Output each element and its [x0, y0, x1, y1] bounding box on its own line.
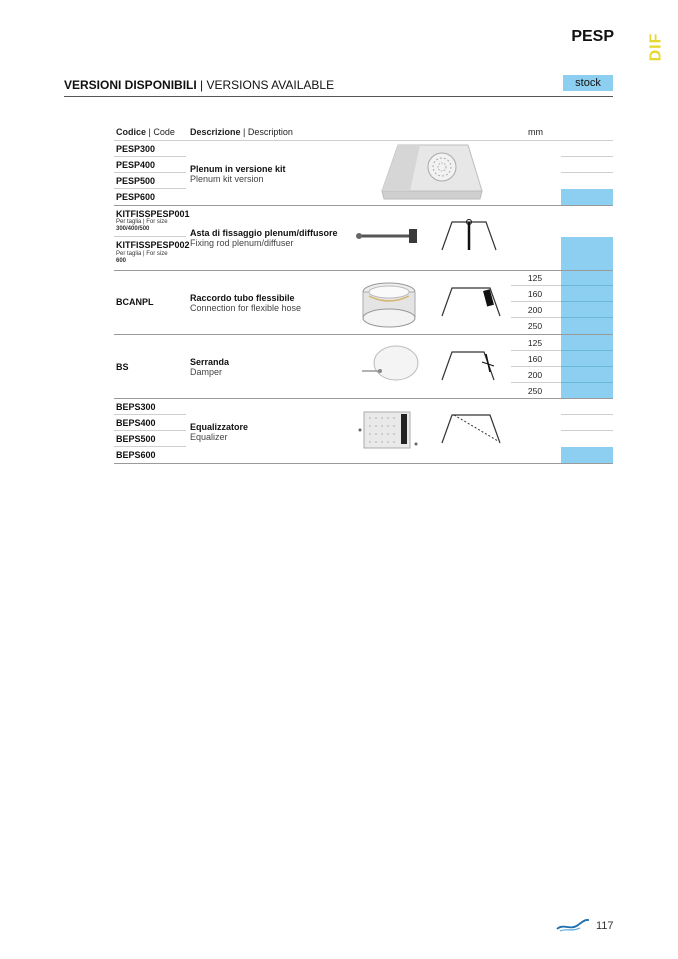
stock-empty — [561, 172, 613, 173]
section-heading — [64, 78, 334, 92]
product-title: PESP — [571, 28, 614, 45]
column-header-sep: | — [240, 127, 248, 137]
desc-bcanpl-it: Raccordo tubo flessibile — [190, 293, 295, 303]
group-rule — [114, 398, 613, 399]
fixing-rod-diagram — [440, 218, 498, 252]
size-bs-125: 125 — [527, 338, 543, 348]
column-header-desc-en: Description — [247, 127, 293, 137]
note-kit001-label: Per taglia | For size — [116, 219, 168, 225]
stock-indicator-kit002 — [561, 237, 613, 270]
section-heading-en: VERSIONS AVAILABLE — [206, 78, 335, 92]
desc-pesp-en: Plenum kit version — [190, 174, 264, 184]
code-pesp600: PESP600 — [116, 192, 156, 202]
size-bs-200: 200 — [527, 370, 543, 380]
column-header-mm: mm — [528, 127, 543, 137]
column-header-description — [190, 127, 293, 137]
table-header-rule — [114, 140, 613, 141]
stock-row-rule — [561, 301, 613, 302]
section-heading-it: VERSIONI DISPONIBILI — [64, 78, 197, 92]
code-beps600: BEPS600 — [116, 450, 156, 460]
group-rule — [114, 270, 613, 271]
equalizer-diagram — [440, 411, 502, 445]
desc-bs-en: Damper — [190, 367, 223, 377]
group-rule — [114, 334, 613, 335]
code-beps500: BEPS500 — [116, 434, 156, 444]
desc-bs — [190, 357, 229, 377]
code-pesp300: PESP300 — [116, 144, 156, 154]
desc-bs-it: Serranda — [190, 357, 230, 367]
desc-beps-it: Equalizzatore — [190, 422, 249, 432]
column-header-code — [116, 127, 175, 137]
desc-bcanpl — [190, 293, 301, 313]
column-header-desc-it: Descrizione — [190, 127, 241, 137]
code-pesp500: PESP500 — [116, 176, 156, 186]
code-beps300: BEPS300 — [116, 402, 156, 412]
size-bcanpl-160: 160 — [527, 289, 543, 299]
stock-row-rule — [561, 366, 613, 367]
size-bs-160: 160 — [527, 354, 543, 364]
brand-wave-logo — [556, 917, 590, 933]
section-divider — [64, 96, 613, 97]
note-kit002 — [116, 251, 168, 265]
code-kitfisspesp002: KITFISSPESP002 — [116, 240, 190, 250]
size-bs-250: 250 — [527, 386, 543, 396]
damper-diagram — [440, 348, 498, 382]
row-rule — [114, 156, 186, 157]
stock-empty — [561, 156, 613, 157]
column-header-code-it: Codice — [116, 127, 147, 137]
row-rule — [114, 188, 186, 189]
code-bs: BS — [116, 362, 129, 372]
hose-connector-diagram — [440, 284, 502, 318]
desc-pesp-it: Plenum in versione kit — [190, 164, 286, 174]
row-rule — [114, 446, 186, 447]
section-heading-sep: | — [196, 78, 207, 92]
category-side-tag-label: DIF — [647, 32, 665, 62]
desc-kit-it: Asta di fissaggio plenum/diffusore — [190, 228, 338, 238]
group-rule — [114, 205, 613, 206]
note-kit001-value: 300/400/500 — [116, 226, 150, 232]
plenum-kit-image — [380, 143, 485, 201]
code-kitfisspesp001: KITFISSPESP001 — [116, 209, 190, 219]
stock-indicator-bcanpl — [561, 271, 613, 334]
fixing-rod-image — [355, 226, 423, 246]
size-bcanpl-250: 250 — [527, 321, 543, 331]
note-kit002-value: 600 — [116, 258, 127, 264]
row-rule — [114, 414, 186, 415]
column-header-code-en: Code — [153, 127, 175, 137]
size-bcanpl-125: 125 — [527, 273, 543, 283]
stock-row-rule — [561, 285, 613, 286]
stock-empty — [561, 414, 613, 415]
note-kit001 — [116, 219, 168, 233]
desc-beps — [190, 422, 248, 442]
category-side-tag — [648, 28, 672, 68]
row-rule — [114, 430, 186, 431]
desc-beps-en: Equalizer — [190, 432, 228, 442]
desc-bcanpl-en: Connection for flexible hose — [190, 303, 302, 313]
code-bcanpl: BCANPL — [116, 297, 154, 307]
stock-indicator-beps600 — [561, 447, 613, 463]
desc-kit-en: Fixing rod plenum/diffuser — [190, 238, 294, 248]
row-rule — [114, 236, 186, 237]
hose-connector-image — [358, 278, 420, 330]
stock-indicator-pesp600 — [561, 189, 613, 205]
stock-row-rule — [561, 382, 613, 383]
row-rule — [114, 172, 186, 173]
code-pesp400: PESP400 — [116, 160, 156, 170]
stock-empty — [561, 430, 613, 431]
damper-image — [360, 343, 422, 383]
column-header-sep: | — [146, 127, 154, 137]
equalizer-image — [358, 408, 420, 452]
desc-kit — [190, 228, 338, 248]
stock-row-rule — [561, 317, 613, 318]
table-bottom-rule — [114, 463, 613, 464]
size-bcanpl-200: 200 — [527, 305, 543, 315]
code-beps400: BEPS400 — [116, 418, 156, 428]
page-number: 117 — [596, 920, 614, 932]
desc-pesp — [190, 164, 286, 184]
stock-row-rule — [561, 350, 613, 351]
note-kit002-label: Per taglia | For size — [116, 251, 168, 257]
stock-badge: stock — [563, 75, 613, 91]
